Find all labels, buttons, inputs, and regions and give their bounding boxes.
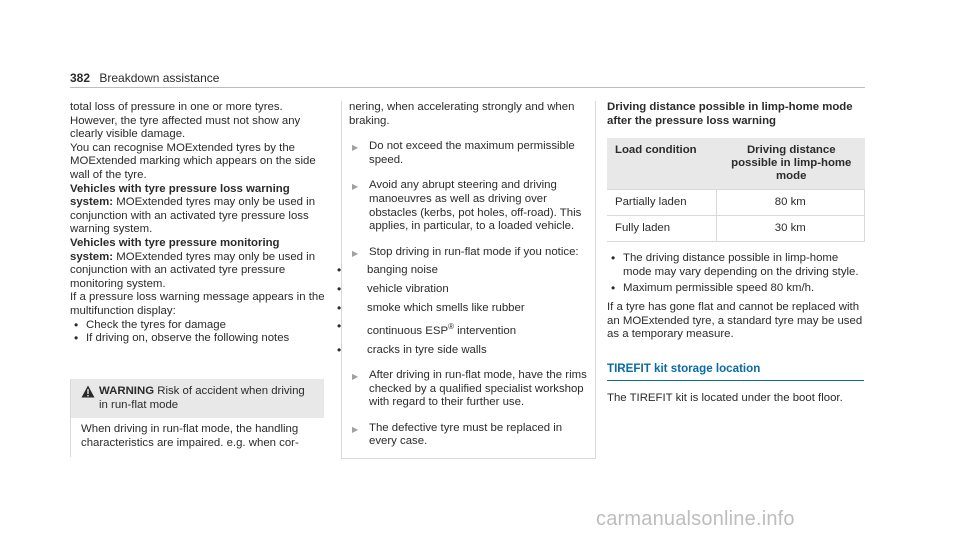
step-text: Do not exceed the maximum permissible speed. — [369, 140, 575, 166]
table-row — [607, 216, 865, 242]
warning-triangle-icon — [81, 385, 99, 412]
esp-registered-mark: ® — [448, 322, 454, 332]
monitoring-system-head: Vehicles with tyre pressure monitoring system: — [70, 236, 280, 263]
step-5 — [339, 422, 589, 449]
column-3 — [607, 101, 867, 342]
step-text: Stop driving in run-flat mode if you notice: — [369, 245, 579, 258]
warning-subtitle: Risk of accident when driving in run-flat mode — [99, 385, 305, 411]
col3-bullet-list — [607, 252, 867, 296]
list-item: • Check the tyres for damage — [70, 319, 325, 333]
step-3 — [339, 246, 589, 357]
table-header: Load condition — [607, 138, 716, 190]
table-cell: Fully laden — [607, 216, 716, 242]
monitoring-system-text: MOExtended tyres may only be used in conjunction with an activated tyre pressure monitoring system. — [70, 250, 316, 290]
warning-system-text: MOExtended tyres may only be used in conjunction with an activated tyre pressure loss warning system. — [70, 196, 316, 236]
col1-bullet-list — [70, 319, 325, 346]
esp-intervention: intervention — [457, 324, 517, 337]
warning-system-paragraph — [70, 183, 325, 237]
table-header-row — [607, 138, 865, 190]
step-arrow-icon: ▶ — [352, 143, 359, 153]
warning-header — [71, 379, 324, 418]
list-item: • smoke which smells like rubber — [353, 302, 589, 316]
list-item: • cracks in tyre side walls — [353, 344, 589, 358]
column-1 — [70, 101, 325, 346]
list-item-esp — [353, 320, 589, 338]
warning-label: WARNING — [99, 385, 155, 397]
page-number: 382 — [70, 71, 91, 85]
table-cell: 30 km — [716, 216, 865, 242]
step-2 — [339, 179, 589, 233]
table-cell: 80 km — [716, 190, 865, 216]
header-divider — [70, 87, 865, 88]
table-row — [607, 190, 865, 216]
notice-list — [353, 264, 589, 357]
table-header: Driving distance possible in limp-home mode — [716, 138, 865, 190]
intro-text: total loss of pressure in one or more tyres. However, the tyre affected must not show any clearly visible damage. — [70, 101, 301, 141]
list-item: • Maximum permissible speed 80 km/h. — [607, 282, 867, 296]
recognise-text: You can recognise MOExtended tyres by the MOExtended marking which appears on the side wall of the tyre. — [70, 141, 316, 181]
step-arrow-icon: ▶ — [352, 372, 359, 382]
limp-home-heading: Driving distance possible in limp-home mode after the pressure loss warning — [607, 101, 853, 127]
section-title: Breakdown assistance — [99, 71, 220, 85]
step-text: After driving in run-flat mode, have the rims checked by a qualified specialist workshop with regard to their further use. — [369, 369, 587, 409]
page-header — [70, 71, 219, 85]
warning-body: When driving in run-flat mode, the handling characteristics are impaired. e.g. when cor- — [81, 423, 299, 449]
step-4 — [339, 369, 589, 410]
step-text: Avoid any abrupt steering and driving manoeuvres as well as driving over obstacles (kerbs, pot holes, off-road). This applies, in particular, to a loaded vehicle. — [369, 179, 582, 233]
continuation-text: nering, when accelerating strongly and when braking. — [349, 101, 575, 127]
tirefit-section — [607, 362, 864, 405]
step-arrow-icon: ▶ — [352, 182, 359, 192]
tirefit-title: TIREFIT kit storage location — [607, 362, 864, 381]
list-item: • banging noise — [353, 264, 589, 278]
tirefit-text: The TIREFIT kit is located under the boot floor. — [607, 391, 843, 404]
column-2 — [339, 101, 589, 449]
list-item: • If driving on, observe the following notes — [70, 332, 325, 346]
step-arrow-icon: ▶ — [352, 424, 359, 434]
step-text: The defective tyre must be replaced in every case. — [369, 421, 563, 448]
distance-table — [607, 138, 865, 242]
warning-box — [70, 379, 324, 457]
list-item: • The driving distance possible in limp-home mode may vary depending on the driving style. — [607, 252, 867, 279]
warning-title — [99, 385, 316, 412]
watermark: carmanualsonline.info — [596, 508, 795, 530]
monitoring-system-paragraph — [70, 237, 325, 291]
note-text: If a tyre has gone flat and cannot be replaced with an MOExtended tyre, a standard tyre may be used as a temporary measure. — [607, 300, 863, 341]
step-1 — [339, 140, 589, 167]
table-cell: Partially laden — [607, 190, 716, 216]
step-arrow-icon: ▶ — [352, 248, 359, 258]
warning-system-head: Vehicles with tyre pressure loss warning system: — [70, 182, 290, 209]
list-item: • vehicle vibration — [353, 283, 589, 297]
esp-label: continuous ESP — [367, 324, 449, 337]
if-warning-text: If a pressure loss warning message appears in the multifunction display: — [70, 291, 325, 317]
